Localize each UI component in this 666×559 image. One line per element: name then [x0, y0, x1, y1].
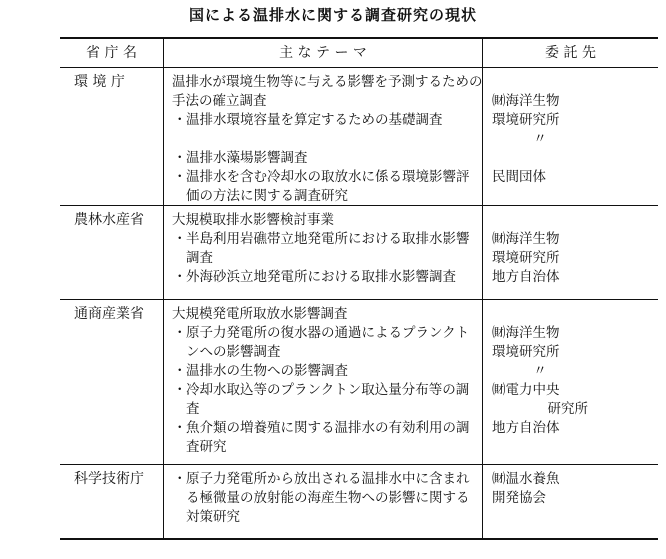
header-agency: 省 庁 名	[86, 45, 137, 61]
header-rule	[60, 67, 658, 68]
bullet-icon: ・	[173, 269, 187, 285]
consignee-name: 環境研究所	[492, 250, 560, 266]
header-consignee: 委 託 先	[545, 45, 596, 61]
theme-item-continuation: 調査	[186, 250, 213, 266]
theme-item	[172, 470, 532, 489]
section-environment-agency	[60, 73, 658, 203]
theme-item-text: 温排水の生物への影響調査	[186, 363, 348, 379]
theme-list	[172, 73, 532, 206]
theme-list	[172, 305, 532, 457]
consignee-name: ㈶電力中央	[492, 382, 560, 398]
table-title: 国による温排水に関する調査研究の現状	[188, 6, 477, 24]
bullet-icon: ・	[173, 363, 187, 379]
section-trade-ministry	[60, 305, 658, 462]
agency-name: 環 境 庁	[74, 74, 125, 90]
bottom-rule	[60, 538, 658, 540]
section-rule	[60, 299, 658, 300]
consignee-name: 地方自治体	[492, 420, 560, 436]
section-rule	[60, 464, 658, 465]
theme-item	[172, 419, 532, 438]
bullet-icon: ・	[173, 169, 187, 185]
theme-item-text: 温排水を含む冷却水の取放水に係る環境影響評	[186, 169, 470, 185]
theme-heading: 手法の確立調査	[172, 93, 267, 109]
consignee-name: 研究所	[547, 401, 588, 417]
theme-item	[172, 168, 532, 187]
spacer	[172, 130, 532, 149]
theme-item-continuation: 価の方法に関する調査研究	[186, 188, 348, 204]
bullet-icon: ・	[173, 231, 187, 247]
theme-item-text: 外海砂浜立地発電所における取排水影響調査	[186, 269, 456, 285]
bullet-icon: ・	[173, 150, 187, 166]
theme-item-text: 原子力発電所から放出される温排水中に含まれ	[186, 471, 470, 487]
consignee-name: 地方自治体	[492, 269, 560, 285]
theme-item-text: 冷却水取込等のプランクトン取込量分布等の調	[186, 382, 470, 398]
consignee-name: 環境研究所	[492, 112, 560, 128]
theme-list	[172, 470, 532, 527]
theme-item-continuation: ンへの影響調査	[186, 344, 281, 360]
theme-heading: 大規模発電所取放水影響調査	[172, 306, 348, 322]
bullet-icon: ・	[173, 471, 187, 487]
consignee-name: ㈶海洋生物	[492, 325, 560, 341]
bullet-icon: ・	[173, 112, 187, 128]
theme-item-continuation: る極微量の放射能の海産生物への影響に関する	[186, 490, 470, 506]
consignee-name: 開発協会	[492, 490, 546, 506]
header-theme: 主 な テ ー マ	[279, 45, 367, 61]
section-science-agency	[60, 470, 658, 536]
theme-item	[172, 268, 532, 287]
theme-item-continuation: 対策研究	[186, 509, 240, 525]
theme-item-text: 温排水藻場影響調査	[186, 150, 308, 166]
theme-item-text: 温排水環境容量を算定するための基礎調査	[186, 112, 443, 128]
consignee-name: ㈶海洋生物	[492, 93, 560, 109]
theme-item-text: 半島利用岩礁帯立地発電所における取排水影響	[186, 231, 470, 247]
ditto-mark: 〃	[533, 131, 547, 147]
agency-name: 通商産業省	[74, 306, 144, 322]
theme-heading: 温排水が環境生物等に与える影響を予測するための	[172, 74, 483, 90]
consignee-name: 民間団体	[492, 169, 546, 185]
theme-item	[172, 324, 532, 343]
bullet-icon: ・	[173, 325, 187, 341]
theme-heading: 大規模取排水影響検討事業	[172, 212, 334, 228]
top-rule	[60, 37, 658, 39]
bullet-icon: ・	[173, 382, 187, 398]
consignee-name: ㈶海洋生物	[492, 231, 560, 247]
theme-item-text: 原子力発電所の復水器の通過によるプランクト	[186, 325, 470, 341]
theme-item	[172, 149, 532, 168]
theme-item-text: 魚介類の増養殖に関する温排水の有効利用の調	[186, 420, 470, 436]
agency-name: 農林水産省	[74, 212, 144, 228]
theme-item	[172, 111, 532, 130]
theme-item-continuation: 査研究	[186, 439, 227, 455]
theme-item	[172, 230, 532, 249]
theme-item	[172, 362, 532, 381]
agency-name: 科学技術庁	[74, 471, 144, 487]
consignee-name: 環境研究所	[492, 344, 560, 360]
theme-list	[172, 211, 532, 287]
theme-item	[172, 381, 532, 400]
ditto-mark: 〃	[533, 363, 547, 379]
bullet-icon: ・	[173, 420, 187, 436]
theme-item-continuation: 査	[186, 401, 200, 417]
consignee-name: ㈶温水養魚	[492, 471, 560, 487]
section-agriculture-ministry	[60, 211, 658, 297]
